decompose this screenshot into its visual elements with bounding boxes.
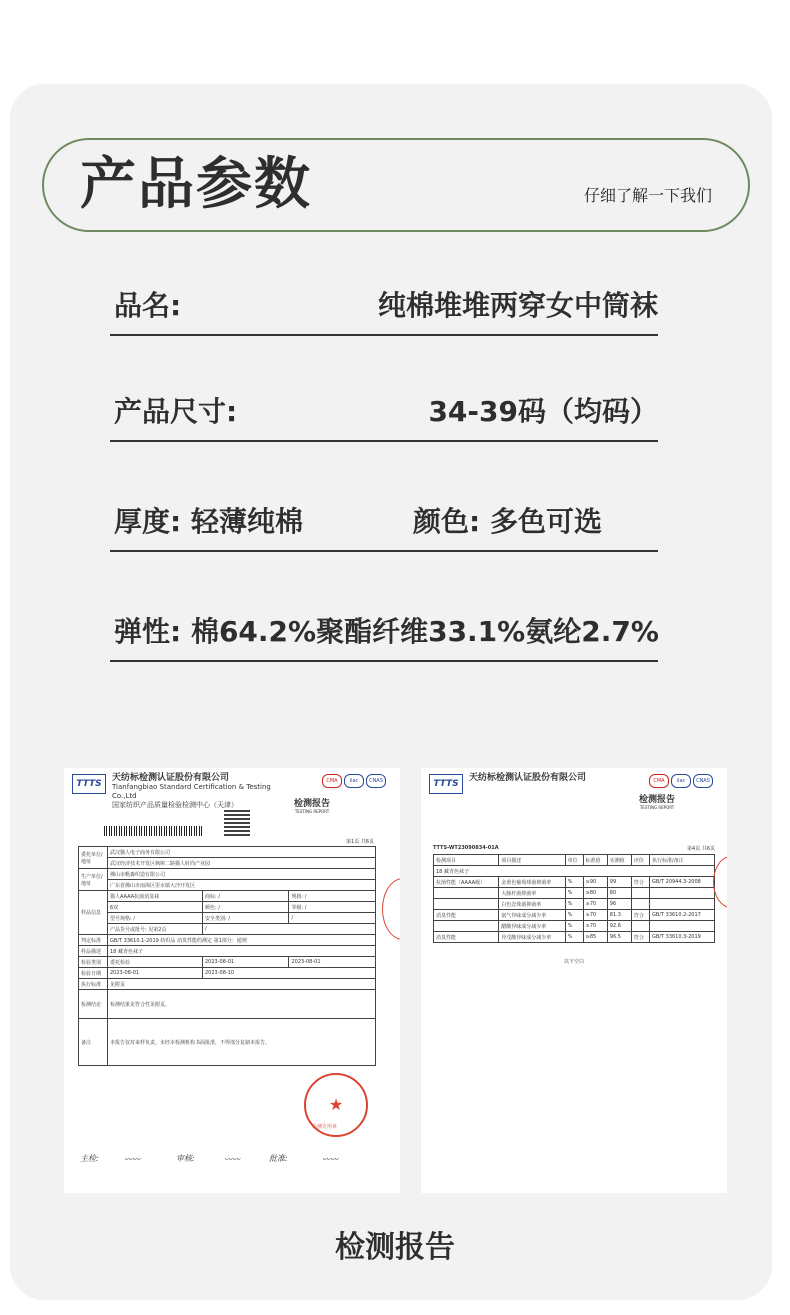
table-header-cell: 单位 [565, 855, 583, 866]
report-header [429, 774, 719, 804]
test-report-image-2 [421, 768, 727, 1193]
ilac-mark-icon: ilac [344, 774, 364, 788]
handwritten-signature-1: 〰〰 [124, 1155, 140, 1164]
table-header-cell: 项目描述 [499, 855, 565, 866]
table-row [434, 932, 715, 943]
cell: 武汉经济技术开发区枫树二路猫人时尚产业园 [108, 858, 376, 869]
param-row-size [110, 376, 658, 442]
param-thickness: 厚度: 轻薄纯棉 [114, 505, 303, 538]
stamp-text: 检测专用章 [312, 1124, 338, 1130]
barcode-icon [104, 826, 204, 836]
table-cell: 大肠杆菌抑菌率 [499, 888, 565, 899]
table-cell [650, 899, 715, 910]
report-title-text: 检测报告 [294, 799, 331, 809]
table-cell: 92.6 [607, 921, 631, 932]
handwritten-signature-2: 〰〰 [224, 1155, 240, 1164]
table-cell: 消臭性能 [434, 910, 499, 921]
cnas-mark-icon: CNAS [693, 774, 713, 788]
param-value: 纯棉堆堆两穿女中筒袜 [377, 289, 658, 322]
param-elasticity: 弹性: 棉64.2%聚酯纤维33.1%氨纶2.7% [114, 615, 659, 648]
table-cell: 符合 [631, 877, 649, 888]
cell: 2023-08-01 [289, 957, 376, 968]
side-stamp [382, 878, 400, 940]
table-cell [434, 888, 499, 899]
cell: 广东省佛山市南海区里水镇大沙开发区 [108, 880, 376, 891]
table-cell: ≥80 [583, 888, 607, 899]
cell: 2023-08-10 [203, 968, 376, 979]
org-name: 天纺标检测认证股份有限公司 [469, 773, 587, 783]
table-header-cell: 实测值 [607, 855, 631, 866]
handwritten-signature-3: 〰〰 [322, 1155, 338, 1164]
report-number: TTTS-WT23090834-01A [433, 845, 499, 851]
cnas-mark-icon: CNAS [366, 774, 386, 788]
table-cell [434, 899, 499, 910]
report-footer: 以下空白 [563, 959, 584, 965]
cell: 检测结果见符合性见附页。 [108, 990, 376, 1019]
table-cell: 异戊酸异味成分减少率 [499, 932, 565, 943]
side-stamp [713, 856, 727, 908]
table-row [434, 888, 715, 899]
page-title: 产品参数 [80, 152, 312, 217]
cell: 6双 [108, 902, 203, 913]
table-cell: GB/T 33610.3-2019 [650, 932, 715, 943]
table-row [434, 899, 715, 910]
table-cell: 金黄色葡萄球菌抑菌率 [499, 877, 565, 888]
table-cell: 96 [607, 899, 631, 910]
table-cell: % [565, 899, 583, 910]
cell: 2023-08-01 [108, 968, 203, 979]
table-cell: 醋酸异味成分减少率 [499, 921, 565, 932]
cell: 18 藏青色袜子 [108, 946, 376, 957]
table-cell: 96.5 [607, 932, 631, 943]
cert-marks [320, 774, 386, 788]
table-row [434, 877, 715, 888]
table-cell: GB/T 33610.2-2017 [650, 910, 715, 921]
ttts-logo: TTTS [72, 774, 106, 794]
org-name-en: Tianfangbiao Standard Certification & Testing Co.,Ltd [112, 783, 271, 800]
table-header-cell: 评价 [631, 855, 649, 866]
report-header [72, 773, 392, 809]
param-row-name [110, 270, 658, 336]
ttts-logo: TTTS [429, 774, 463, 794]
param-row-elasticity [110, 596, 658, 662]
cell: 猫人AAAA抗菌消臭袜 [108, 891, 203, 902]
section-caption: 检测报告 [335, 1230, 455, 1265]
org-name: 天纺标检测认证股份有限公司 [112, 773, 230, 783]
sig-label-2: 审核: [176, 1154, 195, 1163]
table-cell: ≥85 [583, 932, 607, 943]
table-cell: % [565, 877, 583, 888]
table-cell [650, 888, 715, 899]
result-table [433, 854, 715, 943]
report-title [639, 792, 675, 810]
qr-code-icon [224, 810, 250, 836]
table-cell: ≥70 [583, 921, 607, 932]
table-cell: ≥90 [583, 877, 607, 888]
table-cell: 99 [607, 877, 631, 888]
sig-label-1: 主检: [80, 1154, 99, 1163]
report-title [294, 796, 330, 814]
table-cell: % [565, 932, 583, 943]
table-cell [631, 899, 649, 910]
table-cell [650, 921, 715, 932]
table-cell: % [565, 921, 583, 932]
cell: 委托检验 [108, 957, 203, 968]
cma-mark-icon: CMA [649, 774, 669, 788]
param-color: 颜色: 多色可选 [413, 505, 602, 538]
ilac-mark-icon: ilac [671, 774, 691, 788]
table-cell [631, 888, 649, 899]
table-cell: 消臭性能 [434, 932, 499, 943]
table-cell: GB/T 20944.3-2008 [650, 877, 715, 888]
report-title-en: TESTING REPORT [639, 805, 675, 810]
report-page: 第1页 共6页 [346, 839, 374, 845]
report-title-text: 检测报告 [639, 795, 676, 805]
table-header-cell: 标准值 [583, 855, 607, 866]
table-cell [631, 921, 649, 932]
table-cell: 白色念珠菌抑菌率 [499, 899, 565, 910]
report-org [112, 774, 282, 810]
cert-marks [647, 774, 713, 788]
table-cell [434, 921, 499, 932]
table-cell: 抗菌性能（AAAA级） [434, 877, 499, 888]
table-header-cell: 检测项目 [434, 855, 499, 866]
table-cell: % [565, 910, 583, 921]
report-title-en: TESTING REPORT [294, 809, 330, 814]
table-cell: 符合 [631, 910, 649, 921]
report-page: 第4页 共6页 [687, 846, 715, 852]
report-table: 委托单位/地址 武汉猫人电子商务有限公司 武汉经济技术开发区枫树二路猫人时尚产业园 生产单位/地址 佛山市帆森织造有限公司 广东省佛山市南海区里水镇大沙开发区 样品信息 猫人AAAA抗菌消臭袜 商标: / 规格: / 6双 颜色: / 等级: / 型号规格: / 安全类别: / / 产品货号或批号: 见第2页 / 判定标准 GB/T 33610.1-2019 纺织品 消臭性能的测定 第1部分：通则 样品描述 18 藏青色袜子 检验类别 委托检验 2023-08-01 2023-08-01 检验日期 2023-08-01 2023-08-10 执行标准 见附页 检测结论 检测结果见符合性见附页。 备注 本报告仅对来样负责。未经本检测机构书面批准，不得部分复制本报告。 [78, 846, 376, 1066]
test-report-image-1 [64, 768, 400, 1193]
cell: 武汉猫人电子商务有限公司 [108, 847, 376, 858]
table-cell: 80 [607, 888, 631, 899]
report-org [469, 774, 639, 783]
cell: GB/T 33610.1-2019 纺织品 消臭性能的测定 第1部分：通则 [108, 935, 376, 946]
table-cell: % [565, 888, 583, 899]
table-cell: 18 藏青色袜子 [434, 866, 715, 877]
table-row [434, 921, 715, 932]
table-cell: 符合 [631, 932, 649, 943]
table-row [434, 910, 715, 921]
param-value: 34-39码（均码） [428, 395, 658, 428]
official-stamp: ★ [304, 1073, 368, 1137]
table-cell: 氨气异味成分减少率 [499, 910, 565, 921]
param-label: 产品尺寸: [114, 395, 238, 428]
table-cell: ≥70 [583, 910, 607, 921]
page-subtitle: 仔细了解一下我们 [583, 186, 712, 205]
param-label: 品名: [114, 289, 182, 322]
table-cell: ≥70 [583, 899, 607, 910]
cell: 2023-08-01 [203, 957, 289, 968]
sig-label-3: 批准: [269, 1154, 288, 1163]
param-row-thickness-color [110, 486, 658, 552]
table-header-cell: 执行标准/备注 [650, 855, 715, 866]
table-cell: 81.3 [607, 910, 631, 921]
cell: 佛山市帆森织造有限公司 [108, 869, 376, 880]
sub-org: 国家纺织产品质量检验检测中心（天津） [112, 801, 238, 809]
cma-mark-icon: CMA [322, 774, 342, 788]
